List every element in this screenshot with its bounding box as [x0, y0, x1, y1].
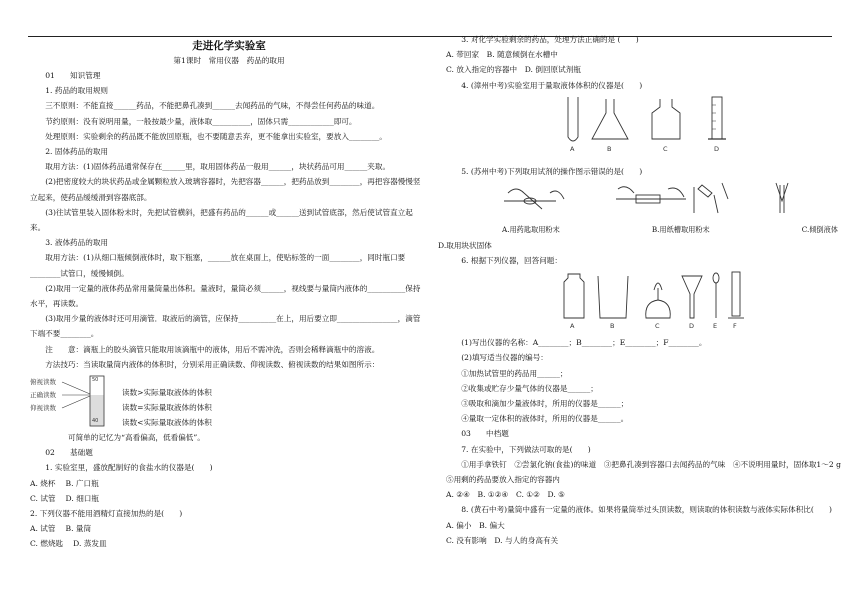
- q5-caption-c: C.倾倒液体: [801, 225, 838, 235]
- note-looking-up: 读数<实际量取液体的体积: [122, 418, 212, 428]
- label-looking-up: 仰视读数: [30, 404, 56, 413]
- text-line: 方法技巧：当读取量筒内液体的体积时，分别采用正确读数、仰视读数、俯视读数的结果如图所示：: [45, 359, 380, 369]
- text-line: (3)往试管里装入固体粉末时，先把试管横斜，把盛有药品的______或______送到试管底部，然后使试管直立起来。: [30, 207, 413, 233]
- q7-statements: ①用手拿铁钉 ②尝氯化钠(食盐)的味道 ③把鼻孔凑到容器口去闻药品的气味 ④不说明用量时，固体取1～2 g ⑤用剩的药品要放入指定的容器内: [446, 459, 849, 485]
- text-line: (3)取用少量的液体时还可用滴管．取液后的滴管，应保持__________在上，用后要立即________________，滴管下端不要________。: [30, 314, 421, 339]
- conical-flask-icon: [592, 99, 628, 139]
- q6-label-b: B: [610, 322, 615, 331]
- funnel-icon: [682, 276, 702, 318]
- graduated-cylinder-icon: [708, 97, 726, 139]
- q6-part1: (1)写出仪器的名称：A________；B________；E________；F________。: [461, 338, 707, 348]
- q8-options-ab: A. 偏小 B. 偏大: [446, 520, 505, 530]
- text-line: 取用方法：(1)从细口瓶倾倒液体时，取下瓶塞，______放在桌面上，使贴标签的一面________，同时瓶口要________试管口，缓慢倾倒。: [30, 253, 406, 278]
- question-6: 6. 根据下列仪器，回答问题：: [461, 255, 562, 265]
- page-title: 走进化学实验室: [192, 40, 266, 52]
- q4-label-c: C: [663, 144, 668, 153]
- q1-options-cd: C. 试管 D. 细口瓶: [30, 493, 99, 503]
- q8-options-cd: C. 没有影响 D. 与人的身高有关: [446, 535, 559, 545]
- tweezers-solid-icon: [776, 183, 788, 213]
- q2-options-cd: C. 燃烧匙 D. 蒸发皿: [30, 539, 107, 549]
- label-looking-down: 俯视读数: [30, 378, 56, 387]
- text-line: (2)把密度较大的块状药品或金属颗粒放入玻璃容器时，先把容器______，把药品放到________，再把容器慢慢竖立起来，使药品缓缓滑到容器底部。: [30, 177, 421, 202]
- pouring-liquid-icon: [694, 183, 728, 213]
- q6-label-c: C: [655, 322, 660, 331]
- q6-part2: (2)填写适当仪器的编号：: [461, 353, 548, 363]
- q5-caption-d: D.取用块状固体: [438, 240, 492, 250]
- test-tube-icon: [568, 97, 578, 141]
- q6-instruments-figure: [446, 268, 842, 330]
- section-heading: 02 基础题: [45, 448, 93, 458]
- q4-instruments-figure: [446, 93, 842, 159]
- tick-40: 40: [92, 418, 99, 425]
- spoon-powder-icon: [504, 189, 564, 209]
- text-line: 取用方法：(1)固体药品通常保存在______里，取用固体药品一般用______，块状药品可用______夹取。: [45, 162, 391, 172]
- text-line: 节约原则：没有说明用量，一般按最少量，液体取__________，固体只需____________即可。: [45, 116, 357, 126]
- q6-label-f: F: [733, 322, 737, 331]
- q4-label-a: A: [570, 144, 575, 153]
- question-7: 7. 在实验中，下列做法可取的是( ): [461, 444, 591, 454]
- section-heading: 01 知识管理: [45, 71, 101, 80]
- text-line: 三不原则：不能直接______药品，不能把鼻孔凑到______去闻药品的气味，不得尝任何药品的味道。: [45, 101, 380, 111]
- q4-label-d: D: [714, 144, 720, 153]
- q6-item2: ②收集或贮存少量气体的仪器是______；: [461, 383, 598, 393]
- q6-item3: ③吸取和滴加少量液体时，所用的仪器是______；: [461, 399, 629, 409]
- lesson-subtitle: 第1课时 常用仪器 药品的取用: [173, 56, 285, 65]
- question-3: 3. 对化学实验剩余的药品，处理方法正确的是 ( ): [461, 35, 639, 44]
- note-looking-down: 读数>实际量取液体的体积: [122, 388, 212, 398]
- text-line: 1. 药品的取用规则: [45, 86, 109, 96]
- reading-notes: [122, 385, 212, 430]
- q5-captions: [446, 222, 842, 237]
- text-line: 可简单的记忆为“高看偏高，低看偏低”。: [68, 433, 205, 443]
- reading-figure: [30, 372, 428, 430]
- measuring-cylinder-icon: [728, 272, 744, 318]
- q6-label-d: D: [689, 322, 695, 331]
- q6-item4: ④量取一定体积的液体时，所用的仪器是______。: [461, 414, 629, 424]
- label-correct: 正确读数: [30, 391, 56, 400]
- q3-options-ab: A. 带回家 B. 随意倾倒在水槽中: [446, 50, 558, 60]
- question-5: 5. (苏州中考)下列取用试剂的操作图示错误的是( ): [461, 167, 643, 177]
- right-column: [438, 32, 849, 548]
- q7-options: A. ②④ B. ①②④ C. ①② D. ⑤: [446, 490, 565, 500]
- graduated-cylinder-diagram: [30, 372, 110, 430]
- q5-caption-b: B.用纸槽取用粉末: [651, 225, 710, 235]
- q3-options-cd: C. 放入指定的容器中 D. 倒回原试剂瓶: [446, 65, 581, 75]
- q5-operations-figure: [446, 179, 842, 217]
- question-4: 4. (漳州中考)实验室用于量取液体体积的仪器是( ): [461, 80, 643, 90]
- question-2: 2. 下列仪器不能用酒精灯直接加热的是( ): [30, 509, 183, 519]
- question-1: 1. 实验室里，盛放配制好的食盐水的仪器是( ): [45, 463, 213, 473]
- question-8: 8. (黄石中考)量筒中盛有一定量的液体。如果将量筒举过头顶读数，则读取的体积读数与液体实际体积比( ): [461, 505, 833, 515]
- q5-caption-a: A.用药匙取用粉末: [502, 225, 560, 235]
- left-column: [30, 38, 428, 552]
- note-correct: 读数=实际量取液体的体积: [122, 403, 212, 413]
- q6-item1: ①加热试管里的药品用______；: [461, 368, 568, 378]
- q1-options-ab: A. 烧杯 B. 广口瓶: [30, 478, 99, 488]
- dropper-icon: [713, 273, 719, 318]
- paper-trough-icon: [616, 187, 686, 203]
- bottle-icon: [652, 99, 680, 139]
- text-line: 3. 液体药品的取用: [45, 238, 109, 248]
- q2-options-ab: A. 试管 B. 量筒: [30, 524, 92, 534]
- alcohol-lamp-icon: [646, 283, 671, 318]
- q6-label-a: A: [570, 322, 575, 331]
- q6-label-e: E: [713, 322, 718, 331]
- text-line: 注 意：滴瓶上的胶头滴管只能取用该滴瓶中的液体，用后不需冲洗，否则会稀释滴瓶中的溶液。: [45, 344, 380, 354]
- text-line: (2)取用一定量的液体药品常用量筒量出体积。量液时，量筒必须______，视线要与量筒内液体的__________保持水平，再读数。: [30, 283, 421, 309]
- section-heading: 03 中档题: [461, 429, 509, 439]
- text-line: 2. 固体药品的取用: [45, 147, 109, 157]
- q4-label-b: B: [607, 144, 612, 153]
- text-line: 处理原则：实验剩余的药品既不能放回原瓶，也不要随意丢弃，更不能拿出实验室，要放入________。: [45, 131, 387, 141]
- gas-jar-icon: [564, 274, 584, 318]
- tick-50: 50: [92, 377, 99, 384]
- beaker-icon: [598, 276, 628, 318]
